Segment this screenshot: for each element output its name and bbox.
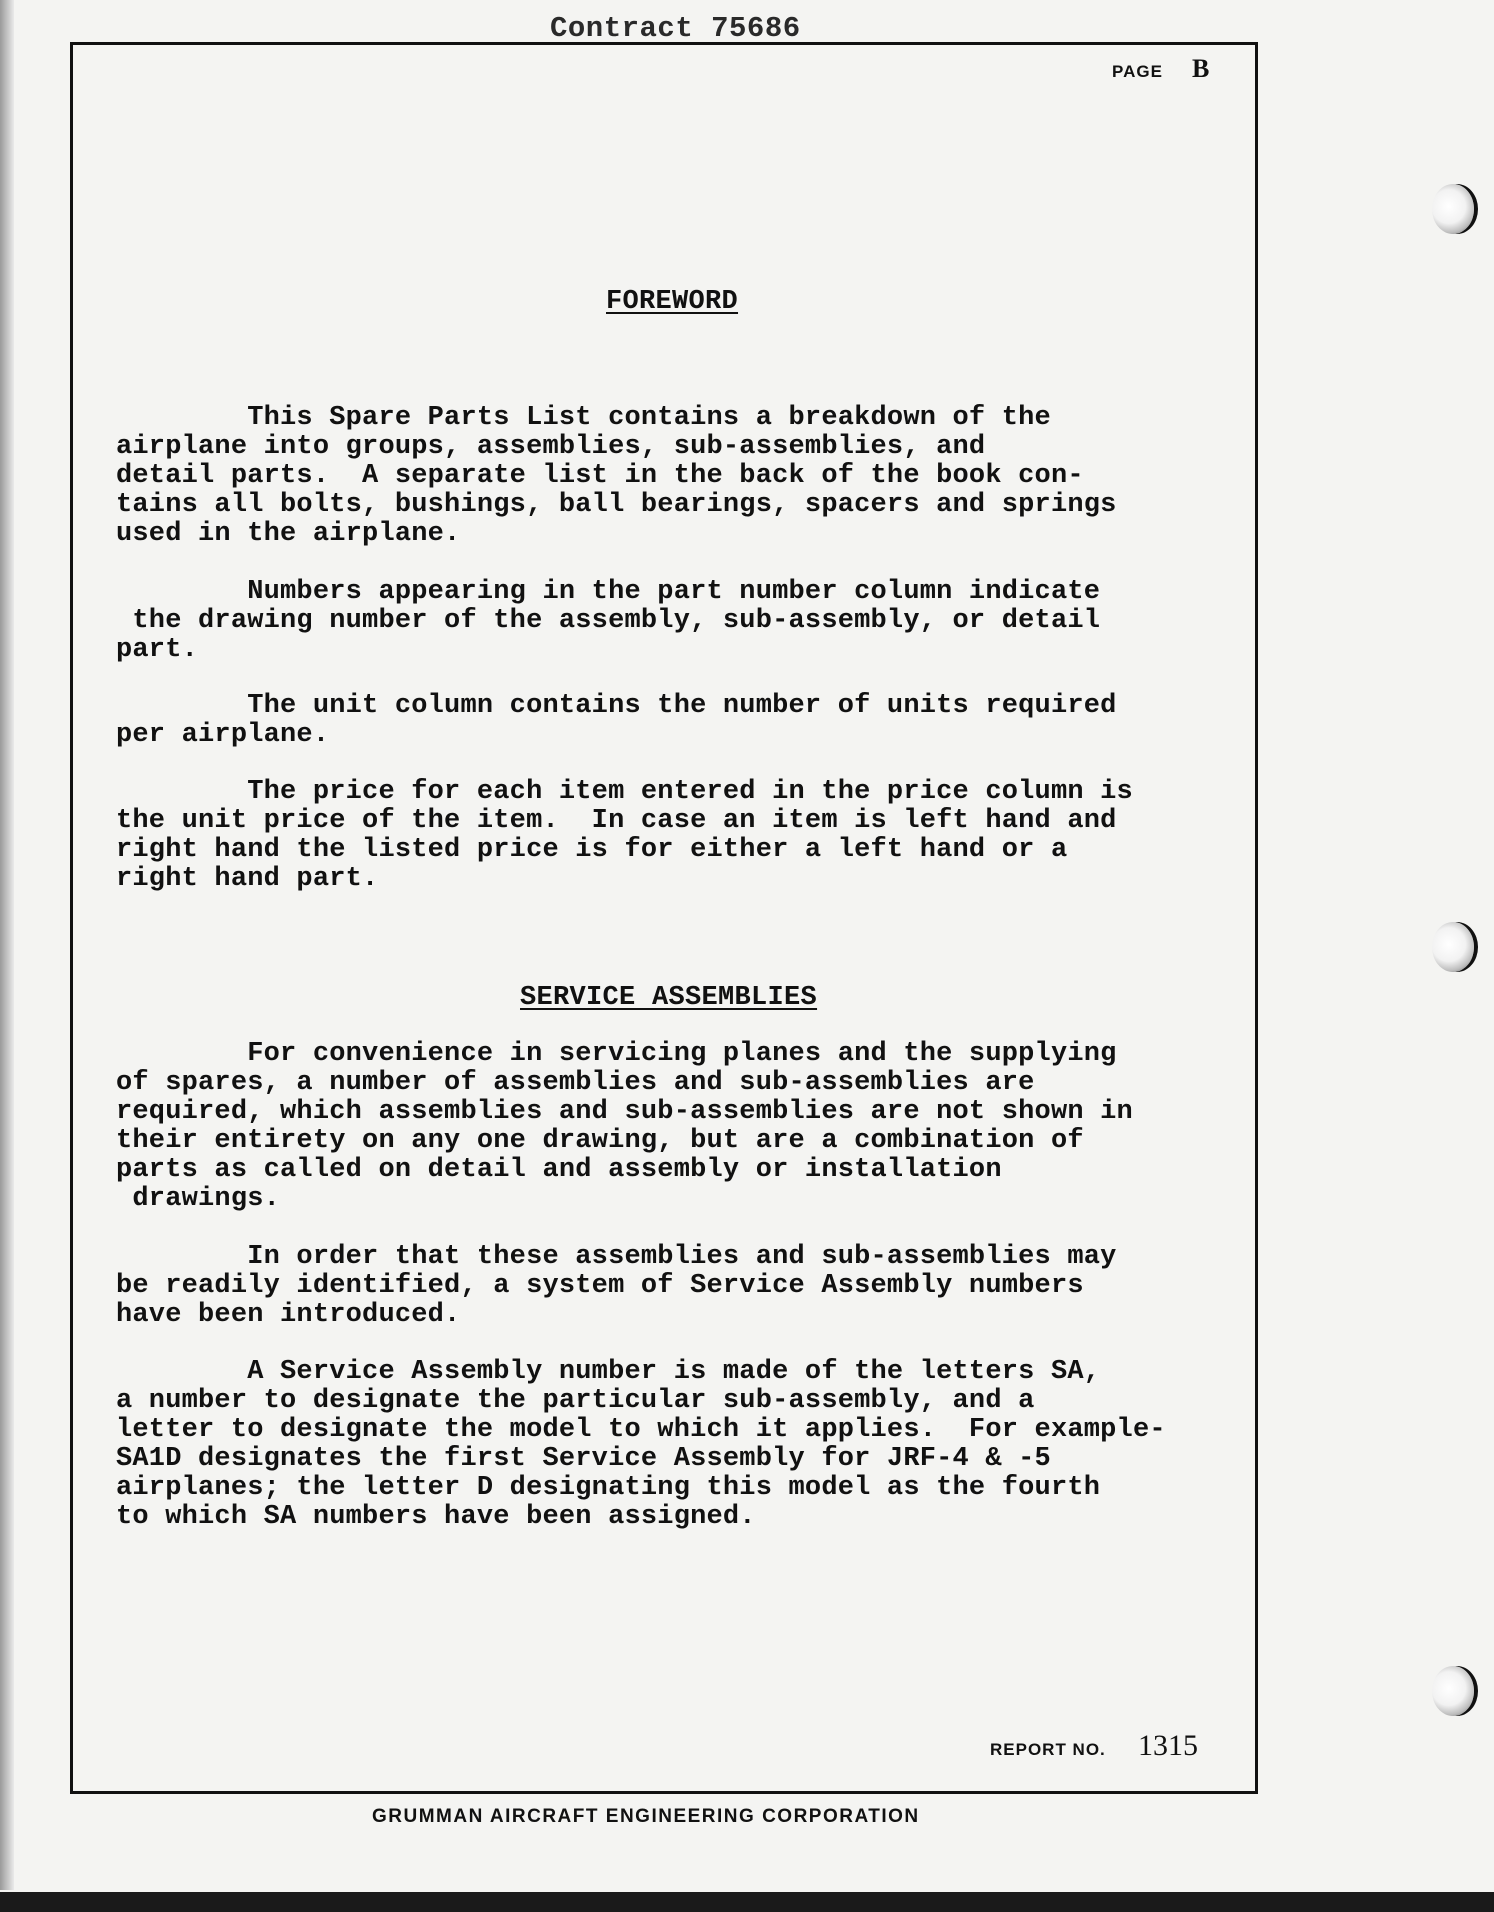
service-assemblies-paragraph-2: In order that these assemblies and sub-assemblies may be readily identified, a system of Service Assembly numbers have been introduced. <box>116 1242 1117 1330</box>
report-number-value: 1315 <box>1138 1729 1198 1762</box>
foreword-paragraph-3: The unit column contains the number of units required per airplane. <box>116 691 1117 750</box>
scan-edge-shadow <box>0 0 14 1890</box>
service-assemblies-paragraph-1: For convenience in servicing planes and the supplying of spares, a number of assemblies and sub-assemblies are required, which assemblies and sub-assemblies are not shown in their entirety on any one drawing, but are a combination of parts as called on detail and assembly or installation drawings. <box>116 1039 1133 1214</box>
page-value: B <box>1192 54 1210 83</box>
foreword-paragraph-2: Numbers appearing in the part number column indicate the drawing number of the assembly, sub-assembly, or detail part. <box>116 577 1101 665</box>
page-label: PAGE <box>1112 62 1163 81</box>
binder-hole-middle <box>1432 922 1474 972</box>
contract-number: Contract 75686 <box>550 12 801 45</box>
report-number-label: REPORT NO. <box>990 1740 1106 1759</box>
foreword-heading: FOREWORD <box>606 287 739 317</box>
foreword-paragraph-1: This Spare Parts List contains a breakdown of the airplane into groups, assemblies, sub-assemblies, and detail parts. A separate list in the back of the book con- tains all bolts, bushings, ball bearings, spacers and springs used in the airplane. <box>116 403 1117 549</box>
company-name: GRUMMAN AIRCRAFT ENGINEERING CORPORATION <box>372 1806 920 1827</box>
binder-hole-bottom <box>1432 1666 1474 1716</box>
binder-hole-top <box>1432 184 1474 234</box>
service-assemblies-paragraph-3: A Service Assembly number is made of the letters SA, a number to designate the particular sub-assembly, and a letter to designate the model to which it applies. For example- SA1D designates the first Service Assembly for JRF-4 & -5 airplanes; the letter D designating this model as the fourth to which SA numbers have been assigned. <box>116 1357 1166 1532</box>
foreword-paragraph-4: The price for each item entered in the price column is the unit price of the item. In case an item is left hand and right hand the listed price is for either a left hand or a right hand part. <box>116 777 1133 894</box>
scan-bottom-edge <box>0 1892 1494 1912</box>
service-assemblies-heading: SERVICE ASSEMBLIES <box>520 983 818 1013</box>
